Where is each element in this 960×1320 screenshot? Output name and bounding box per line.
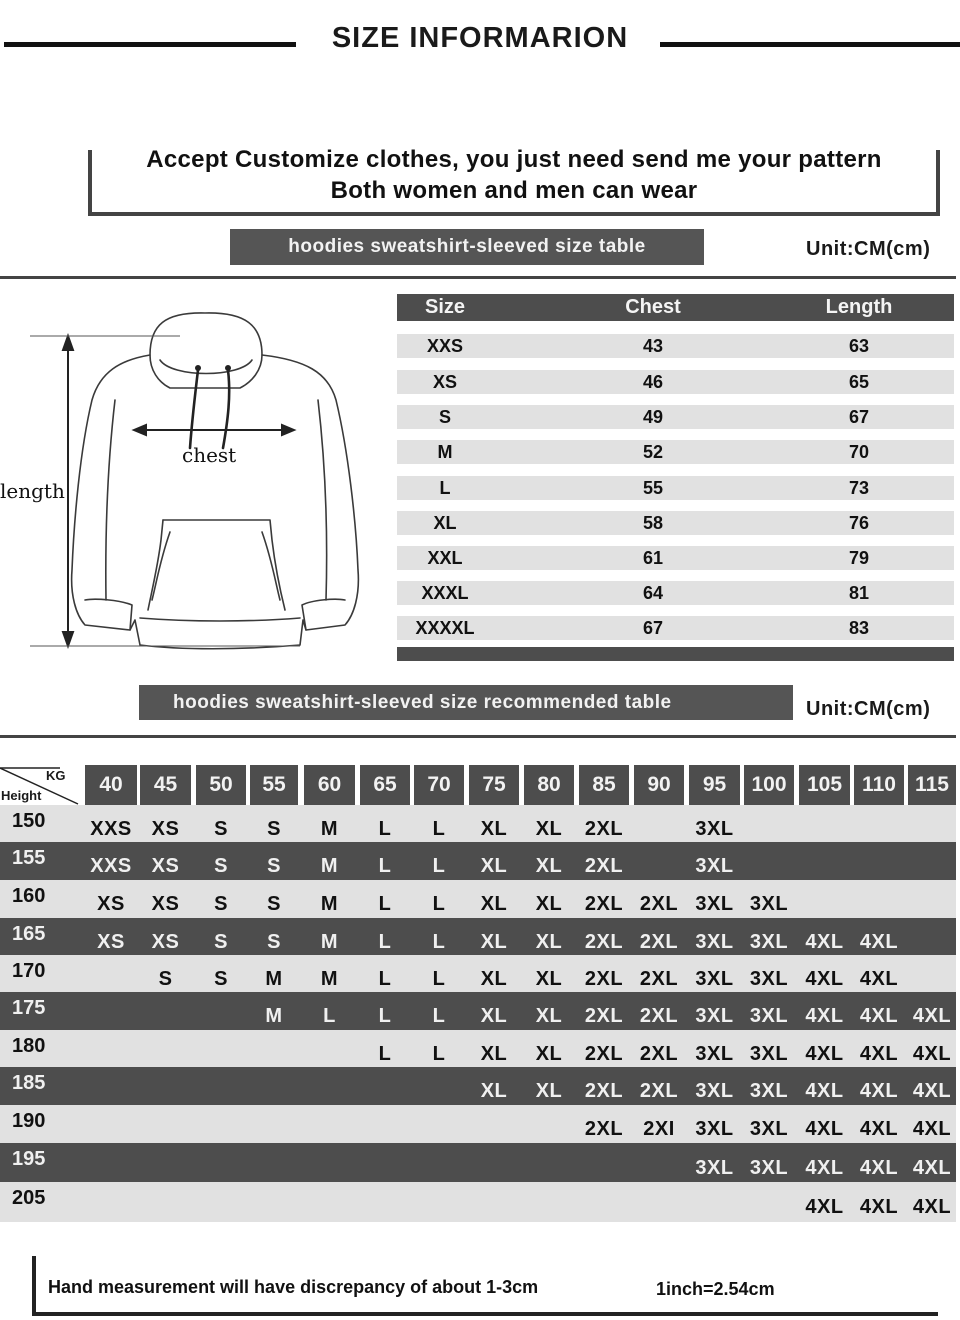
chest-cell: 64 <box>642 582 664 603</box>
height-cell: 205 <box>12 1187 46 1209</box>
recommended-table-row <box>0 842 956 880</box>
header-rule-right <box>660 42 960 47</box>
length-cell: 67 <box>848 406 870 427</box>
size-recommendation-cell: 4XL <box>805 1005 844 1027</box>
size-recommendation-cell: 2XL <box>639 967 679 990</box>
chest-cell: 67 <box>642 617 664 638</box>
size-recommendation-cell: XL <box>535 855 563 877</box>
size-recommendation-cell: 4XL <box>805 1156 844 1179</box>
recommended-table-row <box>0 918 956 955</box>
chest-cell: 58 <box>642 512 664 533</box>
size-recommendation-cell: 2XL <box>639 1005 679 1027</box>
size-recommendation-cell: 4XL <box>859 1042 899 1065</box>
size-recommendation-cell: XL <box>535 1080 563 1102</box>
size-recommendation-cell: 3XL <box>749 893 789 915</box>
weight-column-header: 95 <box>689 765 740 805</box>
height-cell: 165 <box>12 923 46 945</box>
size-recommendation-cell: M <box>265 1005 283 1027</box>
size-recommendation-cell: L <box>378 855 392 877</box>
size-recommendation-cell: XL <box>535 817 563 840</box>
size-recommendation-cell: 2XL <box>584 817 624 840</box>
size-recommendation-cell: M <box>320 817 339 840</box>
size-recommendation-cell: XL <box>535 930 563 953</box>
size-table-header <box>397 294 954 321</box>
size-recommendation-cell: XL <box>535 893 563 915</box>
chest-cell: 49 <box>642 406 664 427</box>
recommended-table-row <box>0 1182 956 1222</box>
chest-cell: 55 <box>642 477 664 498</box>
size-recommendation-cell: S <box>267 893 281 915</box>
size-recommendation-cell: XS <box>151 855 180 877</box>
size-cell: XL <box>433 512 457 533</box>
size-recommendation-cell: 4XL <box>859 1005 899 1027</box>
size-recommendation-cell: XXS <box>90 817 132 840</box>
size-recommendation-cell: 4XL <box>859 1118 899 1140</box>
size-recommendation-cell: XL <box>480 930 508 953</box>
size-recommendation-cell: 3XL <box>695 855 734 877</box>
size-recommendation-cell: 4XL <box>859 930 899 953</box>
size-table-row <box>397 476 954 500</box>
chest-column-header: Chest <box>625 296 681 318</box>
size-recommendation-cell: S <box>267 855 281 877</box>
weight-column-header: 90 <box>634 765 684 805</box>
size-recommendation-cell: M <box>265 967 283 990</box>
recommended-table-row <box>0 1067 956 1105</box>
size-recommendation-cell: 2XL <box>639 1080 679 1102</box>
size-recommendation-cell: 3XL <box>695 1042 734 1065</box>
size-table-row <box>397 370 954 394</box>
header-rule-left <box>4 42 296 47</box>
size-recommendation-cell: XS <box>151 893 180 915</box>
chest-cell: 61 <box>642 547 664 568</box>
size-recommendation-cell: M <box>320 855 339 877</box>
intro-line-1: Accept Customize clothes, you just need send me your pattern <box>146 146 882 173</box>
size-recommendation-cell: XL <box>480 893 508 915</box>
size-recommendation-cell: 4XL <box>859 1080 899 1102</box>
size-recommendation-cell: L <box>432 967 446 990</box>
size-recommendation-cell: 3XL <box>695 1118 734 1140</box>
size-recommendation-cell: 4XL <box>859 1156 899 1179</box>
size-recommendation-cell: L <box>432 855 446 877</box>
size-recommendation-cell: 4XL <box>805 1118 844 1140</box>
length-cell: 83 <box>848 617 870 638</box>
size-recommendation-cell: M <box>320 930 339 953</box>
size-cell: M <box>437 441 453 462</box>
size-recommendation-cell: 2XL <box>584 1042 624 1065</box>
size-table-row <box>397 616 954 640</box>
height-corner-label: Height <box>1 788 42 803</box>
size-recommendation-cell: 4XL <box>912 1005 952 1027</box>
size-recommendation-cell: 3XL <box>695 1005 734 1027</box>
size-recommendation-cell: XL <box>480 817 508 840</box>
size-table-row <box>397 511 954 535</box>
size-recommendation-cell: L <box>378 893 392 915</box>
inch-conversion: 1inch=2.54cm <box>656 1279 775 1299</box>
size-recommendation-cell: L <box>432 1005 446 1027</box>
size-recommendation-cell: S <box>158 967 173 990</box>
size-recommendation-cell: 4XL <box>859 967 899 990</box>
weight-column-header: 40 <box>85 765 137 805</box>
size-recommendation-cell: L <box>432 930 446 953</box>
height-cell: 155 <box>12 847 46 869</box>
size-recommendation-cell: 4XL <box>805 1080 844 1102</box>
size-recommendation-cell: M <box>320 893 339 915</box>
size-recommendation-cell: 4XL <box>805 1196 844 1218</box>
recommended-table-row <box>0 880 956 918</box>
size-cell: S <box>438 406 451 427</box>
size-recommendation-cell: 4XL <box>805 1042 844 1065</box>
size-recommendation-cell: 3XL <box>695 930 734 953</box>
size-table-row <box>397 405 954 429</box>
size-recommendation-cell: L <box>323 1005 336 1027</box>
size-recommendation-cell: S <box>267 930 281 953</box>
section-divider-1 <box>0 276 956 279</box>
weight-column-header: 55 <box>250 765 298 805</box>
size-recommendation-cell: XL <box>480 1005 508 1027</box>
size-recommendation-cell: 2XL <box>584 1005 624 1027</box>
recommended-table-row <box>0 1030 956 1067</box>
length-cell: 73 <box>848 477 870 498</box>
size-recommendation-cell: M <box>320 967 339 990</box>
size-recommendation-cell: 3XL <box>749 930 789 953</box>
size-recommendation-cell: S <box>214 855 228 877</box>
height-cell: 185 <box>12 1072 46 1094</box>
size-recommendation-cell: XS <box>151 930 180 953</box>
chest-label: chest <box>182 443 237 467</box>
size-recommendation-cell: 4XL <box>912 1156 952 1179</box>
size-recommendation-cell: 4XL <box>912 1118 952 1140</box>
size-recommendation-cell: 2XL <box>639 893 679 915</box>
recommended-table-row <box>0 1143 956 1182</box>
size-recommendation-cell: 3XL <box>749 1042 789 1065</box>
size-recommendation-cell: S <box>214 893 228 915</box>
chest-cell: 52 <box>642 441 664 462</box>
weight-column-header: 100 <box>744 765 794 805</box>
size-cell: XXL <box>427 547 463 568</box>
size-recommendation-cell: 4XL <box>859 1196 899 1218</box>
length-cell: 79 <box>848 547 870 568</box>
size-recommendation-cell: 3XL <box>749 1156 789 1179</box>
page-title: SIZE INFORMARION <box>331 22 629 54</box>
size-recommendation-cell: S <box>214 930 228 953</box>
size-recommendation-cell: XL <box>535 967 563 990</box>
size-recommendation-cell: S <box>214 817 228 840</box>
size-recommendation-cell: XL <box>535 1042 563 1065</box>
size-recommendation-cell: 3XL <box>695 1080 734 1102</box>
size-recommendation-cell: XL <box>480 1042 508 1065</box>
length-cell: 81 <box>848 582 870 603</box>
size-recommendation-cell: L <box>378 1042 392 1065</box>
size-recommendation-cell: 3XL <box>695 817 734 840</box>
size-cell: XXXXL <box>415 617 475 638</box>
size-recommendation-cell: 2XL <box>584 967 624 990</box>
size-table-row <box>397 334 954 358</box>
size-recommendation-cell: 2XL <box>639 930 679 953</box>
size-recommendation-cell: 4XL <box>912 1042 952 1065</box>
size-recommendation-cell: 3XL <box>749 1080 789 1102</box>
size-recommendation-cell: 4XL <box>805 930 844 953</box>
size-recommendation-cell: 2XI <box>643 1118 675 1140</box>
length-cell: 76 <box>848 512 870 533</box>
chest-cell: 46 <box>642 371 664 392</box>
weight-column-header: 45 <box>140 765 191 805</box>
size-recommendation-cell: XL <box>480 1080 508 1102</box>
size-recommendation-cell: 2XL <box>584 893 624 915</box>
weight-column-header: 115 <box>908 765 956 805</box>
size-recommendation-cell: S <box>214 967 228 990</box>
recommended-table-unit: Unit:CM(cm) <box>806 698 931 720</box>
kg-corner-label: KG <box>46 768 66 783</box>
size-table-row <box>397 581 954 605</box>
weight-column-header: 80 <box>524 765 574 805</box>
size-recommendation-cell: 2XL <box>584 1080 624 1102</box>
size-recommendation-cell: 2XL <box>639 1042 679 1065</box>
weight-column-header: 70 <box>414 765 464 805</box>
weight-column-header: 75 <box>469 765 519 805</box>
height-cell: 175 <box>12 997 46 1019</box>
recommended-table-row <box>0 992 956 1030</box>
size-recommendation-cell: 3XL <box>749 1005 789 1027</box>
size-recommendation-cell: 4XL <box>912 1080 952 1102</box>
size-recommendation-cell: 3XL <box>695 967 734 990</box>
size-cell: L <box>439 477 451 498</box>
length-label: length <box>0 479 65 503</box>
size-column-header: Size <box>424 296 466 318</box>
weight-column-header: 65 <box>360 765 410 805</box>
length-cell: 65 <box>848 371 870 392</box>
size-recommendation-cell: 4XL <box>912 1196 952 1218</box>
intro-line-2: Both women and men can wear <box>330 177 698 204</box>
weight-column-header: 60 <box>304 765 355 805</box>
size-cell: XXXL <box>421 582 469 603</box>
size-recommendation-cell: XL <box>480 967 508 990</box>
length-cell: 63 <box>848 335 870 356</box>
size-recommendation-cell: XS <box>97 930 125 953</box>
size-table-row <box>397 546 954 570</box>
size-recommendation-cell: L <box>378 1005 392 1027</box>
size-recommendation-cell: L <box>432 1042 446 1065</box>
size-recommendation-cell: XS <box>151 817 180 840</box>
size-table-footer-bar <box>397 647 954 661</box>
recommended-table-banner: hoodies sweatshirt-sleeved size recommended table <box>139 685 793 720</box>
height-cell: 180 <box>12 1035 46 1057</box>
weight-column-header: 50 <box>196 765 246 805</box>
size-recommendation-cell: 3XL <box>749 967 789 990</box>
recommended-table-row <box>0 955 956 992</box>
size-recommendation-cell: L <box>432 817 446 840</box>
section-divider-2 <box>0 735 956 738</box>
height-cell: 170 <box>12 960 46 982</box>
size-recommendation-cell: L <box>432 893 446 915</box>
length-column-header: Length <box>825 296 893 318</box>
size-recommendation-cell: 3XL <box>749 1118 789 1140</box>
length-cell: 70 <box>848 441 870 462</box>
size-recommendation-cell: 2XL <box>584 1118 624 1140</box>
size-table-banner: hoodies sweatshirt-sleeved size table <box>230 229 704 265</box>
size-recommendation-cell: XS <box>97 893 125 915</box>
size-cell: XS <box>432 371 457 392</box>
weight-column-header: 105 <box>799 765 850 805</box>
recommended-table-row <box>0 805 956 842</box>
size-cell: XXS <box>426 335 464 356</box>
size-recommendation-cell: 3XL <box>695 893 734 915</box>
size-recommendation-cell: 2XL <box>584 855 624 877</box>
height-cell: 150 <box>12 810 46 832</box>
recommended-table-row <box>0 1105 956 1143</box>
size-recommendation-cell: XL <box>535 1005 563 1027</box>
size-recommendation-cell: 3XL <box>695 1156 734 1179</box>
size-recommendation-cell: 4XL <box>805 967 844 990</box>
size-table-row <box>397 440 954 464</box>
size-recommendation-cell: XL <box>480 855 508 877</box>
height-cell: 160 <box>12 885 46 907</box>
height-cell: 190 <box>12 1110 46 1132</box>
chest-cell: 43 <box>642 335 664 356</box>
weight-column-header: 110 <box>854 765 904 805</box>
size-recommendation-cell: L <box>378 817 392 840</box>
size-table-unit: Unit:CM(cm) <box>806 238 931 260</box>
size-recommendation-cell: XXS <box>90 855 132 877</box>
weight-column-header: 85 <box>579 765 629 805</box>
size-recommendation-cell: L <box>378 930 392 953</box>
size-recommendation-cell: 2XL <box>584 930 624 953</box>
size-recommendation-cell: L <box>378 967 392 990</box>
height-cell: 195 <box>12 1148 46 1170</box>
size-recommendation-cell: S <box>267 817 281 840</box>
measurement-note: Hand measurement will have discrepancy of about 1-3cm <box>48 1277 539 1297</box>
